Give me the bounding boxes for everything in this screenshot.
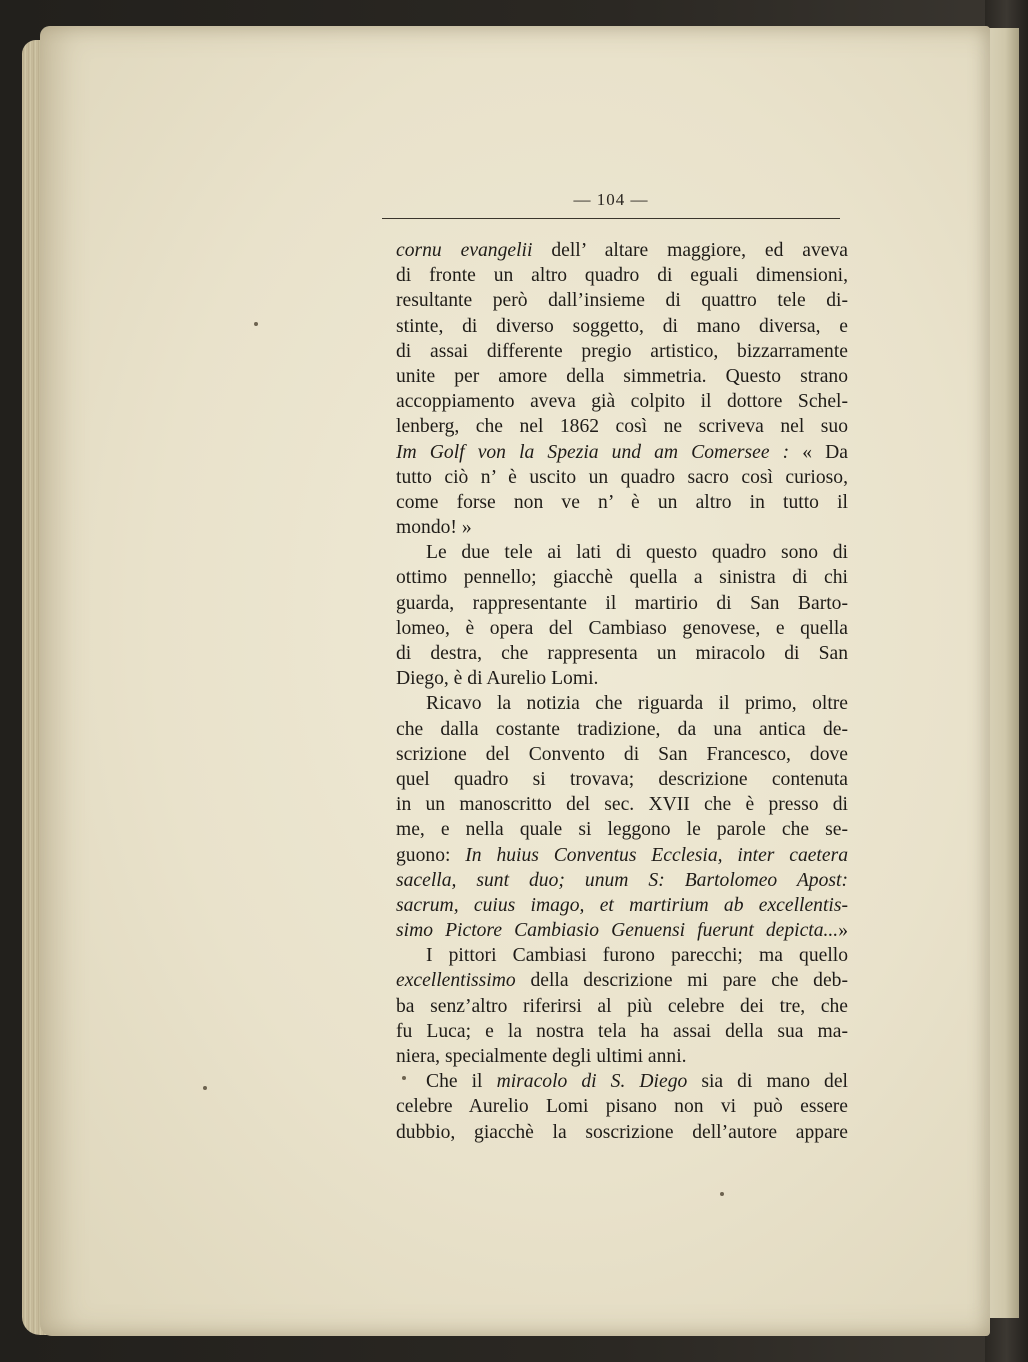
text-line xyxy=(396,440,848,465)
text-segment: dubbio, giacchè la soscrizione dell’autore appare xyxy=(396,1121,848,1143)
text-line xyxy=(396,288,848,313)
text-line xyxy=(396,540,848,565)
text-segment: tutto ciò n’ è uscito un quadro sacro così curioso, xyxy=(396,466,848,488)
text-segment: Diego, è di Aurelio Lomi. xyxy=(396,668,599,690)
text-line xyxy=(396,918,848,943)
text-segment: » xyxy=(838,920,848,942)
italic-text: excellentissimo xyxy=(396,970,516,992)
text-segment: della descrizione mi pare che deb- xyxy=(515,970,848,992)
text-segment: che dalla costante tradizione, da una antica de- xyxy=(396,718,848,740)
text-line xyxy=(396,364,848,389)
text-segment: mondo! » xyxy=(396,517,472,539)
text-line xyxy=(396,1069,848,1094)
text-line xyxy=(396,616,848,641)
text-segment: guarda, rappresentante il martirio di San Barto- xyxy=(396,592,848,614)
running-header xyxy=(382,190,840,224)
text-line xyxy=(396,641,848,666)
text-line xyxy=(396,691,848,716)
facing-page-edge xyxy=(985,28,1019,1318)
text-line xyxy=(396,314,848,339)
text-segment: ottimo pennello; giacchè quella a sinistra di chi xyxy=(396,567,848,589)
paper-speck xyxy=(720,1192,724,1196)
text-line xyxy=(396,238,848,263)
text-segment: « Da xyxy=(789,441,848,463)
italic-text: In huius Conventus Ecclesia, inter caetera xyxy=(465,844,848,866)
text-line xyxy=(396,515,848,540)
text-line xyxy=(396,591,848,616)
text-line xyxy=(396,1044,848,1069)
italic-text: sacella, sunt duo; unum S: Bartolomeo Apost: xyxy=(396,869,848,891)
text-segment: scrizione del Convento di San Francesco, dove xyxy=(396,743,848,765)
text-segment: sia di mano del xyxy=(687,1071,848,1093)
text-line xyxy=(396,1094,848,1119)
text-line xyxy=(396,490,848,515)
text-segment: guono: xyxy=(396,844,466,866)
text-segment: di destra, che rappresenta un miracolo di San xyxy=(396,643,848,664)
italic-text: miracolo di S. Diego xyxy=(496,1071,688,1093)
text-line xyxy=(396,843,848,868)
text-segment: Che il xyxy=(426,1071,497,1093)
text-segment: fu Luca; e la nostra tela ha assai della sua ma- xyxy=(396,1020,848,1042)
text-segment: resultante però dall’insieme di quattro tele di- xyxy=(396,290,848,312)
text-line xyxy=(396,414,848,439)
text-segment: quel quadro si trovava; descrizione contenuta xyxy=(396,768,848,790)
text-segment: Ricavo la notizia che riguarda il primo, oltre xyxy=(426,693,848,715)
text-line xyxy=(396,742,848,767)
text-line xyxy=(396,1019,848,1044)
paper-speck xyxy=(254,322,258,326)
text-line xyxy=(396,994,848,1019)
italic-text: simo Pictore Cambiasio Genuensi fuerunt depicta... xyxy=(396,920,839,942)
text-line xyxy=(396,666,848,691)
text-line xyxy=(396,717,848,742)
italic-text: cornu evangelii xyxy=(396,240,533,261)
text-segment: dell’ altare maggiore, ed aveva xyxy=(532,240,848,261)
text-line xyxy=(396,943,848,968)
text-line xyxy=(396,893,848,918)
text-line xyxy=(396,792,848,817)
text-segment: stinte, di diverso soggetto, di mano diversa, e xyxy=(396,315,848,337)
page-number: — 104 — xyxy=(573,190,649,209)
text-segment: I pittori Cambiasi furono parecchi; ma quello xyxy=(426,945,848,967)
text-line xyxy=(396,565,848,590)
text-line xyxy=(396,263,848,288)
text-line xyxy=(396,817,848,842)
text-segment: unite per amore della simmetria. Questo strano xyxy=(396,365,848,387)
italic-text: sacrum, cuius imago, et martirium ab excellentis- xyxy=(396,894,848,916)
text-line xyxy=(396,389,848,414)
text-segment: niera, specialmente degli ultimi anni. xyxy=(396,1046,687,1067)
text-segment: come forse non ve n’ è un altro in tutto il xyxy=(396,491,848,513)
text-line xyxy=(396,1120,848,1145)
text-segment: Le due tele ai lati di questo quadro sono di xyxy=(426,542,848,564)
header-rule xyxy=(382,218,840,219)
text-line xyxy=(396,767,848,792)
text-line xyxy=(396,868,848,893)
text-segment: accoppiamento aveva già colpito il dottore Schel- xyxy=(396,391,848,413)
text-line xyxy=(396,968,848,993)
text-segment: ba senz’altro riferirsi al più celebre dei tre, che xyxy=(396,995,848,1017)
italic-text: Im Golf von la Spezia und am Comersee : xyxy=(396,441,790,463)
text-line xyxy=(396,465,848,490)
text-segment: lomeo, è opera del Cambiaso genovese, e quella xyxy=(396,617,848,639)
text-segment: di assai differente pregio artistico, bizzarramente xyxy=(396,340,848,362)
text-line xyxy=(396,339,848,364)
body-text xyxy=(396,238,848,1145)
text-segment: lenberg, che nel 1862 così ne scriveva nel suo xyxy=(396,416,848,438)
text-segment: celebre Aurelio Lomi pisano non vi può essere xyxy=(396,1096,848,1118)
text-segment: di fronte un altro quadro di eguali dimensioni, xyxy=(396,265,848,287)
paper-speck xyxy=(203,1086,207,1090)
text-segment: in un manoscritto del sec. XVII che è presso di xyxy=(396,794,848,816)
text-segment: me, e nella quale si leggono le parole che se- xyxy=(396,819,848,841)
